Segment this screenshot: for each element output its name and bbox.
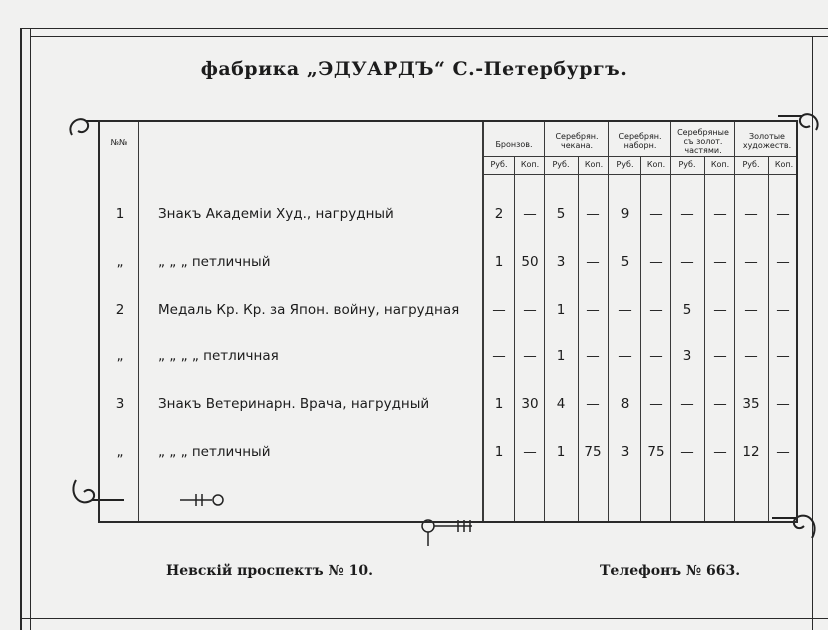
price-cell: — — [744, 302, 758, 318]
price-cell: 35 — [742, 396, 760, 412]
price-cell: — — [586, 254, 600, 270]
price-cell: 1 — [494, 396, 504, 412]
price-cell: — — [523, 206, 537, 222]
group-header-gold: Золотые художеств. — [742, 132, 792, 150]
price-cell: — — [680, 254, 694, 270]
item-name: „ „ „ петличный — [158, 444, 271, 460]
price-cell: 75 — [647, 444, 665, 460]
price-cell: — — [618, 302, 632, 318]
phone: Телефонъ № 663. — [600, 563, 741, 579]
frame-left-inner — [30, 28, 31, 630]
price-cell: — — [618, 348, 632, 364]
price-cell: — — [649, 206, 663, 222]
col-divider — [544, 122, 545, 521]
price-cell: — — [713, 396, 727, 412]
price-cell: — — [492, 302, 506, 318]
row-number: 1 — [115, 206, 125, 222]
price-cell: — — [523, 302, 537, 318]
price-cell: 4 — [556, 396, 566, 412]
frame-left-outer — [20, 28, 22, 630]
price-cell: — — [776, 396, 790, 412]
row-number: 3 — [115, 396, 125, 412]
price-cell: — — [776, 348, 790, 364]
item-name: Знакъ Ветеринарн. Врача, нагрудный — [158, 396, 430, 412]
price-cell: 1 — [556, 444, 566, 460]
price-cell: — — [492, 348, 506, 364]
sub-header: Коп. — [710, 160, 730, 169]
col-divider — [670, 122, 671, 521]
price-cell: 1 — [494, 254, 504, 270]
col-divider — [608, 122, 609, 521]
frame-top-inner — [30, 36, 828, 37]
item-name: „ „ „ „ петличная — [158, 348, 279, 364]
price-cell: — — [680, 396, 694, 412]
price-cell: 50 — [521, 254, 539, 270]
price-cell: — — [586, 348, 600, 364]
header-line — [482, 156, 796, 157]
price-cell: — — [713, 206, 727, 222]
col-divider — [734, 122, 735, 521]
price-cell: 5 — [620, 254, 630, 270]
price-cell: — — [744, 348, 758, 364]
price-cell: — — [523, 444, 537, 460]
frame-bottom — [20, 618, 828, 619]
price-cell: 9 — [620, 206, 630, 222]
sub-header: Руб. — [490, 160, 508, 169]
price-cell: 5 — [556, 206, 566, 222]
price-cell: 30 — [521, 396, 539, 412]
group-header-silver-set: Серебрян. наборн. — [618, 132, 662, 150]
price-cell: — — [680, 444, 694, 460]
price-cell: 8 — [620, 396, 630, 412]
item-name: „ „ „ петличный — [158, 254, 271, 270]
price-cell: 12 — [742, 444, 760, 460]
price-cell: — — [649, 396, 663, 412]
price-cell: — — [713, 254, 727, 270]
header-line — [482, 174, 796, 175]
page-title: фабрика „ЭДУАРДЪ“ С.-Петербургъ. — [200, 58, 628, 80]
price-cell: — — [680, 206, 694, 222]
price-cell: — — [776, 444, 790, 460]
price-cell: — — [649, 254, 663, 270]
price-cell: 3 — [682, 348, 692, 364]
sub-header: Коп. — [646, 160, 666, 169]
subcol-divider — [640, 156, 641, 521]
item-name: Медаль Кр. Кр. за Япон. войну, нагрудная — [158, 302, 460, 318]
price-cell: — — [744, 254, 758, 270]
price-cell: — — [523, 348, 537, 364]
group-header-silver-chased: Серебрян. чекана. — [555, 132, 599, 150]
sub-header: Руб. — [678, 160, 696, 169]
price-cell: 1 — [494, 444, 504, 460]
price-cell: 1 — [556, 348, 566, 364]
number-header: №№ — [110, 138, 128, 147]
price-cell: — — [586, 396, 600, 412]
price-cell: 2 — [494, 206, 504, 222]
sub-header: Коп. — [774, 160, 794, 169]
sub-header: Руб. — [616, 160, 634, 169]
price-cell: 75 — [584, 444, 602, 460]
price-cell: — — [649, 302, 663, 318]
subcol-divider — [704, 156, 705, 521]
col-divider — [138, 122, 139, 521]
subcol-divider — [514, 156, 515, 521]
item-name: Знакъ Академіи Худ., нагрудный — [158, 206, 394, 222]
row-number: „ — [116, 348, 124, 364]
price-cell: 3 — [620, 444, 630, 460]
row-number: 2 — [115, 302, 125, 318]
price-cell: 3 — [556, 254, 566, 270]
price-cell: — — [586, 206, 600, 222]
price-cell: — — [776, 254, 790, 270]
price-cell: 5 — [682, 302, 692, 318]
price-table — [98, 120, 798, 523]
sub-header: Руб. — [742, 160, 760, 169]
address: Невскій проспектъ № 10. — [166, 563, 373, 579]
row-number: „ — [116, 254, 124, 270]
sub-header: Коп. — [520, 160, 540, 169]
col-divider — [482, 122, 484, 521]
price-cell: — — [744, 206, 758, 222]
sub-header: Коп. — [584, 160, 604, 169]
price-cell: — — [713, 302, 727, 318]
sub-header: Руб. — [552, 160, 570, 169]
price-cell: — — [649, 348, 663, 364]
group-header-silver-gold: Серебряные съ золот. частями. — [677, 128, 729, 155]
price-cell: 1 — [556, 302, 566, 318]
price-cell: — — [713, 348, 727, 364]
price-cell: — — [586, 302, 600, 318]
price-cell: — — [776, 302, 790, 318]
row-number: „ — [116, 444, 124, 460]
group-header-bronze: Бронзов. — [495, 140, 533, 149]
frame-top — [20, 28, 828, 29]
price-cell: — — [713, 444, 727, 460]
price-cell: — — [776, 206, 790, 222]
